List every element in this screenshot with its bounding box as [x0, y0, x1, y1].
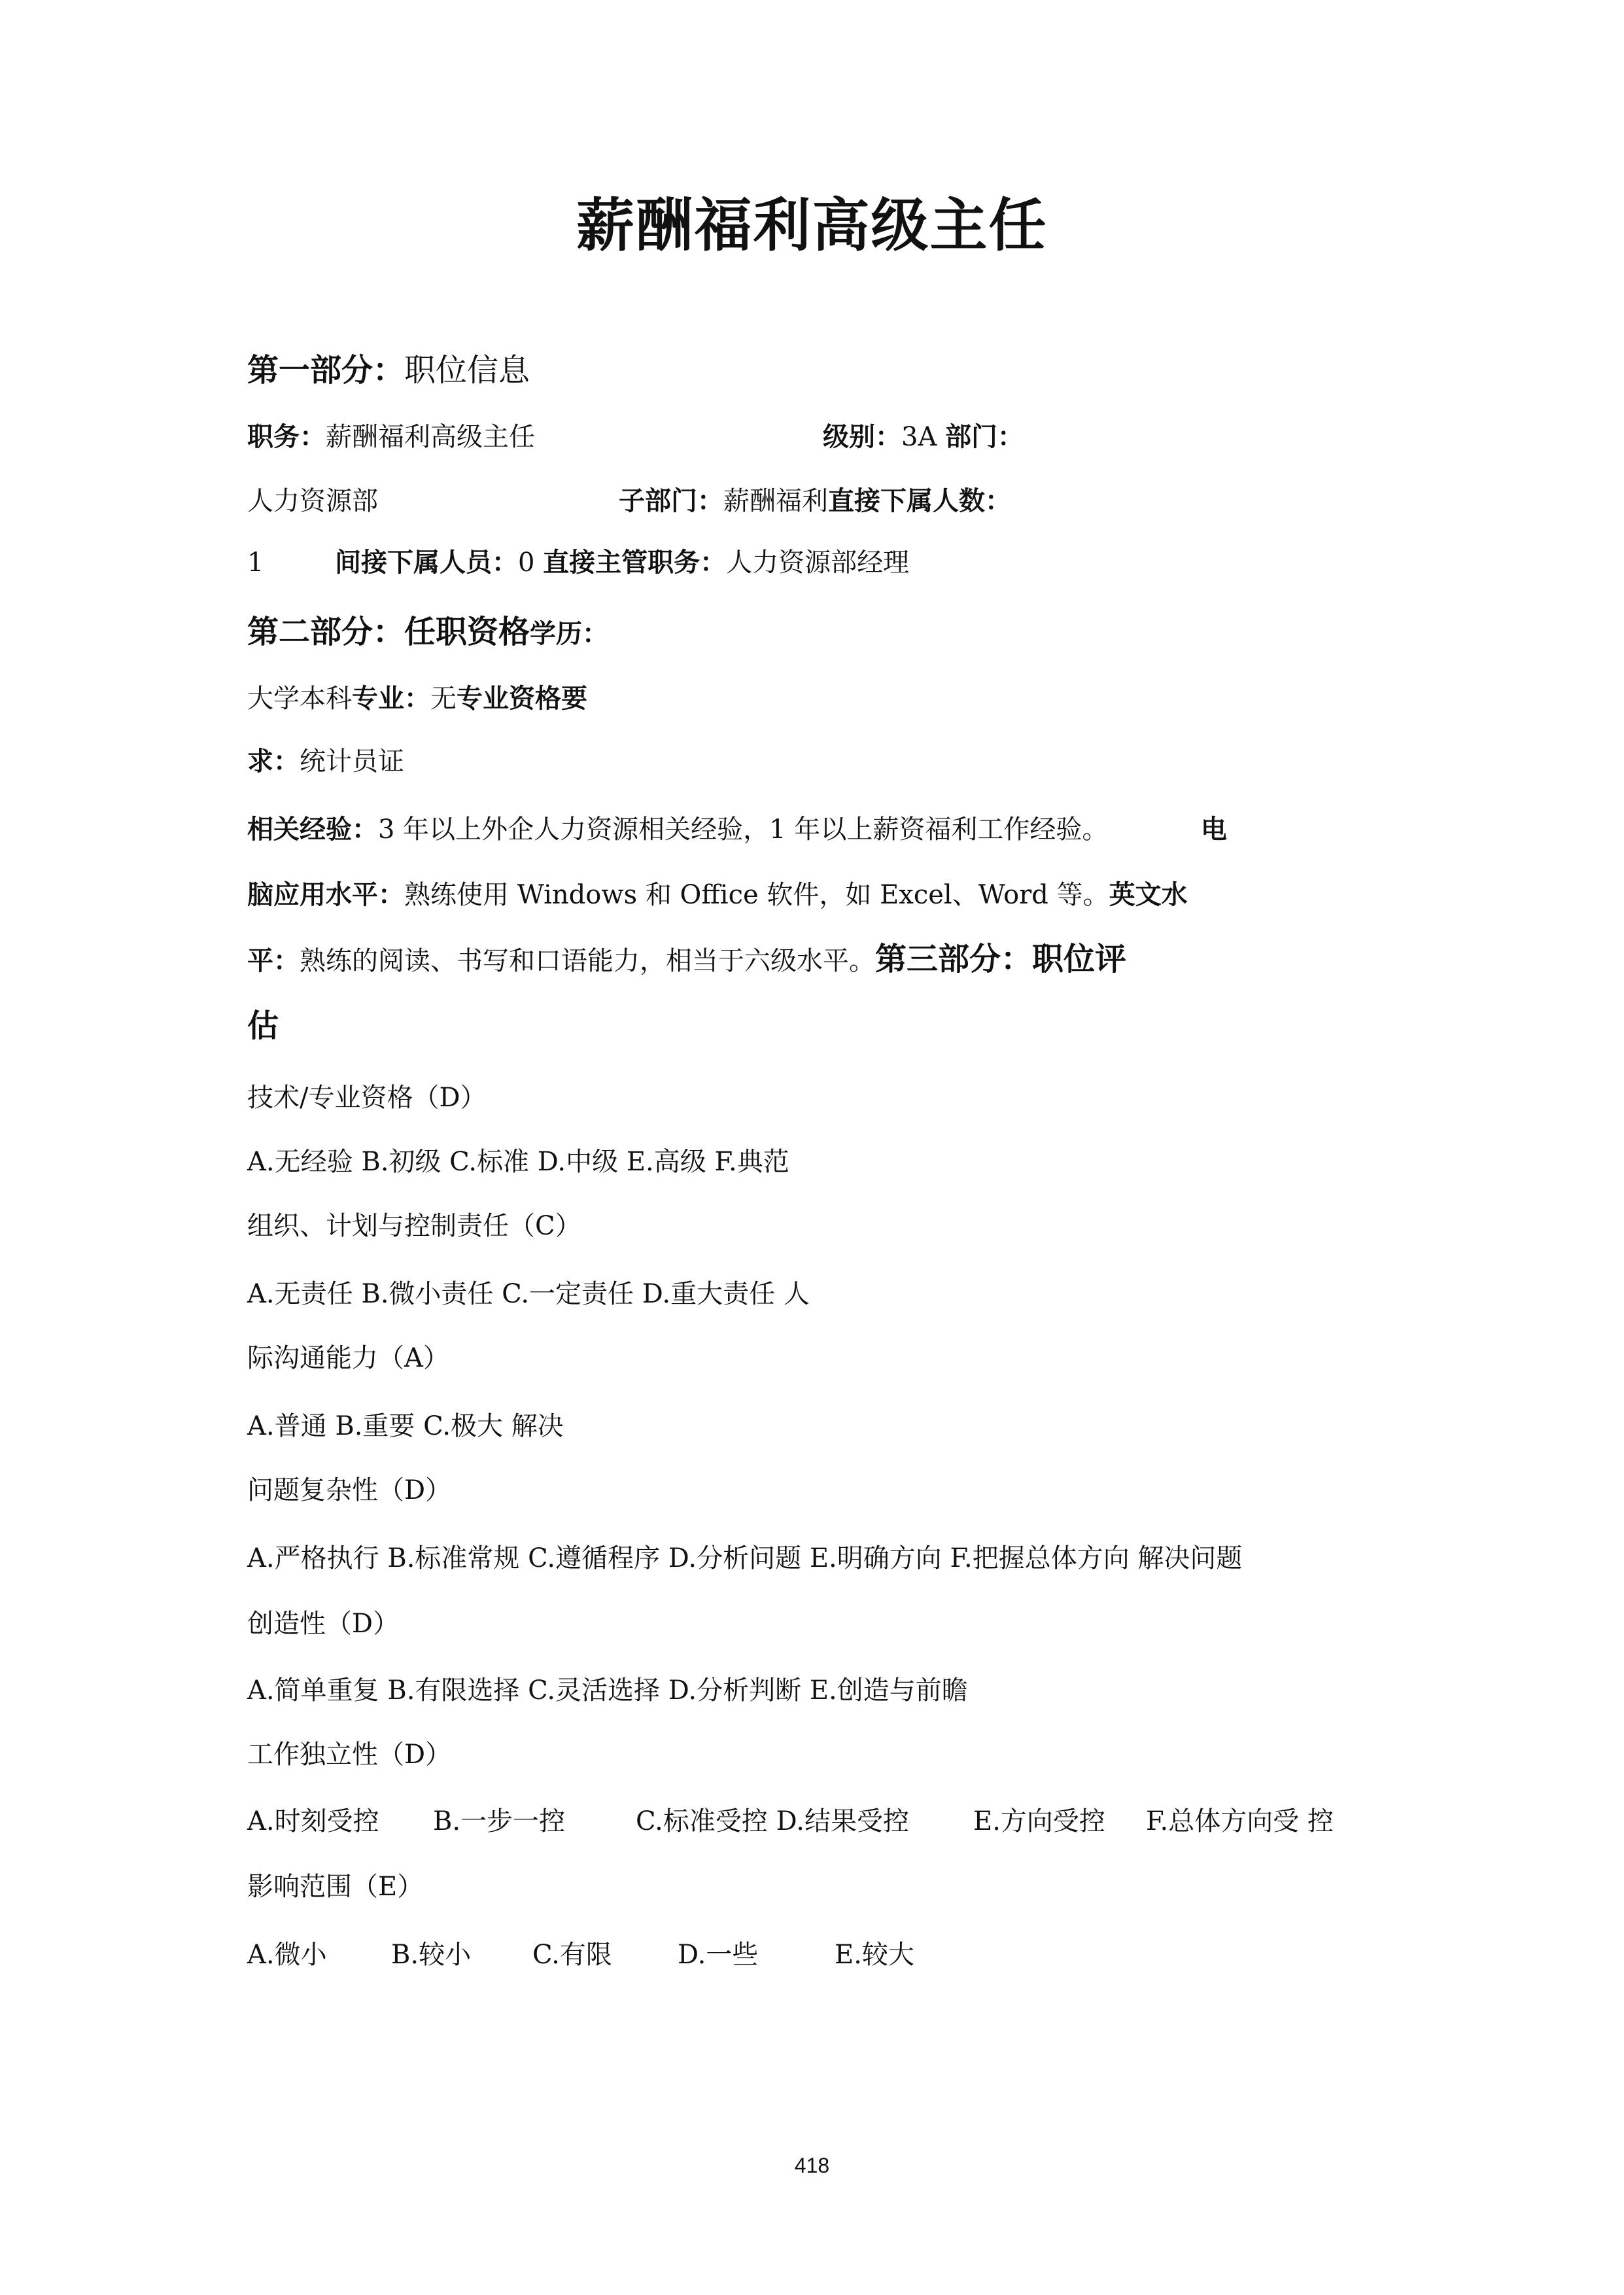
direct-reports-label: 直接下属人数： [828, 486, 1011, 516]
english-label-a: 英文水 [1109, 880, 1188, 910]
subdept-label: 子部门： [619, 486, 723, 516]
part2-heading-line [247, 614, 608, 652]
experience-value: 3 年以上外企人力资源相关经验，1 年以上薪资福利工作经验。 [378, 815, 1109, 845]
major-value: 无 [430, 684, 457, 714]
eval-option-influence-d: D.一些 [678, 1940, 759, 1970]
english-value: 熟练的阅读、书写和口语能力，相当于六级水平。 [300, 946, 875, 976]
eval-option-influence-b: B.较小 [391, 1940, 472, 1970]
major-label: 专业： [352, 684, 430, 714]
position-label: 职务： [247, 422, 326, 452]
indirect-line [335, 544, 909, 581]
eval-option-independence-e: E.方向受控 [973, 1806, 1105, 1836]
computer-value: 熟练使用 Windows 和 Office 软件，如 Excel、Word 等。 [404, 880, 1109, 910]
eval-label-technical: 技术/专业资格（D） [247, 1083, 487, 1113]
subdept-value: 薪酬福利 [723, 486, 828, 516]
subdept-line [619, 483, 1011, 519]
position-line [247, 419, 535, 455]
eval-label-influence: 影响范围（E） [247, 1872, 424, 1902]
page-title: 薪酬福利高级主任 [576, 192, 1048, 259]
page-number: 418 [794, 2154, 830, 2177]
position-value: 薪酬福利高级主任 [326, 422, 535, 452]
eval-option-independence-f: F.总体方向受 控 [1146, 1806, 1334, 1836]
english-line [247, 941, 1126, 979]
eval-option-independence-b: B.一步一控 [433, 1806, 566, 1836]
indirect-value: 0 [518, 548, 535, 578]
eval-label-creativity: 创造性（D） [247, 1609, 400, 1639]
english-label-b: 平： [247, 946, 300, 976]
eval-option-influence-e: E.较大 [835, 1940, 914, 1970]
supervisor-label: 直接主管职务： [543, 548, 727, 578]
education-line [247, 680, 587, 717]
qualification-value: 统计员证 [300, 746, 404, 777]
part3-heading-b: 估 [247, 1007, 279, 1044]
eval-options-organization: A.无责任 B.微小责任 C.一定责任 D.重大责任 人 [247, 1279, 810, 1309]
qualification-line [247, 743, 404, 780]
part1-heading: 第一部分： [247, 352, 405, 389]
dept-label: 部门： [945, 422, 1024, 452]
eval-options-technical: A.无经验 B.初级 C.标准 D.中级 E.高级 F.典范 [247, 1147, 789, 1177]
eval-option-independence-cd: C.标准受控 D.结果受控 [636, 1806, 909, 1836]
qualification-label-a: 专业资格要 [457, 684, 587, 714]
eval-label-independence: 工作独立性（D） [247, 1740, 452, 1770]
eval-option-independence-a: A.时刻受控 [247, 1806, 379, 1836]
eval-options-communication: A.普通 B.重要 C.极大 解决 [247, 1411, 564, 1441]
direct-reports-value: 1 [247, 548, 264, 578]
dept-value: 人力资源部 [247, 486, 378, 516]
eval-options-complexity: A.严格执行 B.标准常规 C.遵循程序 D.分析问题 E.明确方向 F.把握总体方向 解决问题 [247, 1543, 1243, 1573]
experience-label: 相关经验： [247, 815, 378, 845]
experience-line [247, 811, 1108, 848]
qualification-label-b: 求： [247, 746, 300, 777]
part3-heading-a: 第三部分：职位评 [875, 941, 1127, 977]
part1-heading-text: 职位信息 [404, 352, 530, 389]
supervisor-value: 人力资源部经理 [726, 548, 910, 578]
eval-option-influence-a: A.微小 [247, 1940, 327, 1970]
level-value: 3A [901, 422, 937, 452]
eval-options-creativity: A.简单重复 B.有限选择 C.灵活选择 D.分析判断 E.创造与前瞻 [247, 1675, 968, 1706]
computer-label-a: 电 [1201, 815, 1227, 845]
computer-line [247, 877, 1188, 913]
part2-heading: 第二部分：任职资格 [247, 614, 530, 650]
eval-label-complexity: 问题复杂性（D） [247, 1475, 452, 1505]
eval-option-influence-c: C.有限 [532, 1940, 612, 1970]
education-label: 学历： [530, 619, 609, 649]
part1-heading-line [247, 352, 530, 391]
education-value: 大学本科 [247, 684, 352, 714]
computer-label-b: 脑应用水平： [247, 880, 404, 910]
level-label: 级别： [823, 422, 901, 452]
eval-label-organization: 组织、计划与控制责任（C） [247, 1211, 581, 1241]
eval-label-communication: 际沟通能力（A） [247, 1343, 449, 1373]
level-line [823, 419, 1024, 455]
indirect-label: 间接下属人员： [335, 548, 518, 578]
